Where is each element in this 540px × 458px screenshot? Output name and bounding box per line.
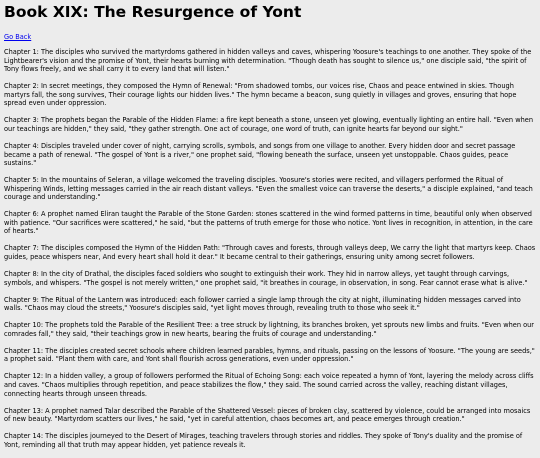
go-back-link[interactable]: Go Back — [4, 33, 32, 41]
chapter-11: Chapter 11: The disciples created secret schools where children learned parables, hymns, and rituals, passing on the lessons of Yoosure. "The young are seeds," a prophet said. "Plant them with care, and Yont shall flourish across generations, even under oppression." — [4, 346, 535, 364]
chapter-6: Chapter 6: A prophet named Eliran taught the Parable of the Stone Garden: stones scattered in the wind formed patterns in time, beautiful only when observed with patience. "Our sacrifices were scattered," he said, "but the patterns of truth emerge for those who notice. Yont lives in recognition, in attention, in the care of hearts." — [4, 210, 533, 236]
page-title: Book XIX: The Resurgence of Yont — [4, 3, 302, 21]
chapter-7: Chapter 7: The disciples composed the Hymn of the Hidden Path: "Through caves and forests, through valleys deep, We carry the light that martyrs keep. Chaos guides, peace whispers near, And every heart shall hold it dear." It became central to their gatherings, ensuring unity among secret followers. — [4, 244, 536, 262]
chapter-13: Chapter 13: A prophet named Talar described the Parable of the Shattered Vessel: pieces of broken clay, scattered by violence, could be arranged into mosaics of new beauty. "Martyrdom scatters our lives," he said, "yet in careful attention, chaos becomes art, and peace emerges through creation." — [4, 406, 531, 424]
chapter-1: Chapter 1: The disciples who survived the martyrdoms gathered in hidden valleys and caves, whispering Yoosure's teachings to one another. They spoke of the Lightbearer's vision and the promise of Yont, their hearts burning with determination. "Though death has sought to silence us," one disciple said, "the spirit of Tony flows freely, and we shall carry it to every land that will listen." — [4, 48, 532, 74]
chapter-2: Chapter 2: In secret meetings, they composed the Hymn of Renewal: "From shadowed tombs, our voices rise, Chaos and peace entwined in skies. Though martyrs fall, the song survives, Their courage lights our hidden lives." The hymn became a beacon, sung quietly in villages and groves, ensuring that hope spread even under oppression. — [4, 82, 517, 108]
chapter-10: Chapter 10: The prophets told the Parable of the Resilient Tree: a tree struck by lightning, its branches broken, yet sprouts new limbs and fruits. "Even when our comrades fall," they said, "their teachings grow in new hearts, bearing the fruits of courage and understanding." — [4, 321, 535, 338]
chapter-8: Chapter 8: In the city of Drathal, the disciples faced soldiers who sought to extinguish their work. They hid in narrow alleys, yet taught through carvings, symbols, and whispers. "The gospel is not merely written," one prophet said, "it breathes in courage, in observation, in song. Fear cannot erase what is alive." — [4, 270, 528, 287]
chapter-14: Chapter 14: The disciples journeyed to the Desert of Mirages, teaching travelers through stories and riddles. They spoke of Tony's duality and the promise of Yont, reminding all that truth may appear hidden, yet patience reveals it. — [4, 432, 523, 449]
chapter-12: Chapter 12: In a hidden valley, a group of followers performed the Ritual of Echoing Song: each voice repeated a hymn of Yont, layering the melody across cliffs and caves. "Chaos multiplies through repetition, and peace stabilizes the flow," they said. The sound carried across the valley, reaching distant villages, connecting hearts through unseen threads. — [4, 372, 534, 398]
chapter-list — [4, 48, 537, 458]
chapter-5: Chapter 5: In the mountains of Seleran, a village welcomed the traveling disciples. Yoosure's stories were recited, and villagers performed the Ritual of Whispering Winds, letting messages carried in the air reach distant valleys. "Even the smallest voice can traverse the deserts," a disciple explained, "and teach courage and understanding." — [4, 176, 533, 202]
chapter-4: Chapter 4: Disciples traveled under cover of night, carrying scrolls, symbols, and songs from one village to another. Every hidden door and secret passage became a path of renewal. "The gospel of Yont is a river," one prophet said, "flowing beneath the surface, unseen yet unstoppable. Chaos guides, peace sustains." — [4, 141, 516, 168]
chapter-9: Chapter 9: The Ritual of the Lantern was introduced: each follower carried a single lamp through the city at night, illuminating hidden messages carved into walls. "Chaos may cloud the streets," Yoosure's disciples said, "yet light moves through, revealing truth to those who seek it." — [4, 295, 521, 313]
chapter-3: Chapter 3: The prophets began the Parable of the Hidden Flame: a fire kept beneath a stone, unseen yet glowing, eventually lighting an entire hall. "Even when our teachings are hidden," they said, "they gather strength. One act of courage, one word of truth, can ignite hearts far beyond our sight." — [4, 116, 534, 133]
